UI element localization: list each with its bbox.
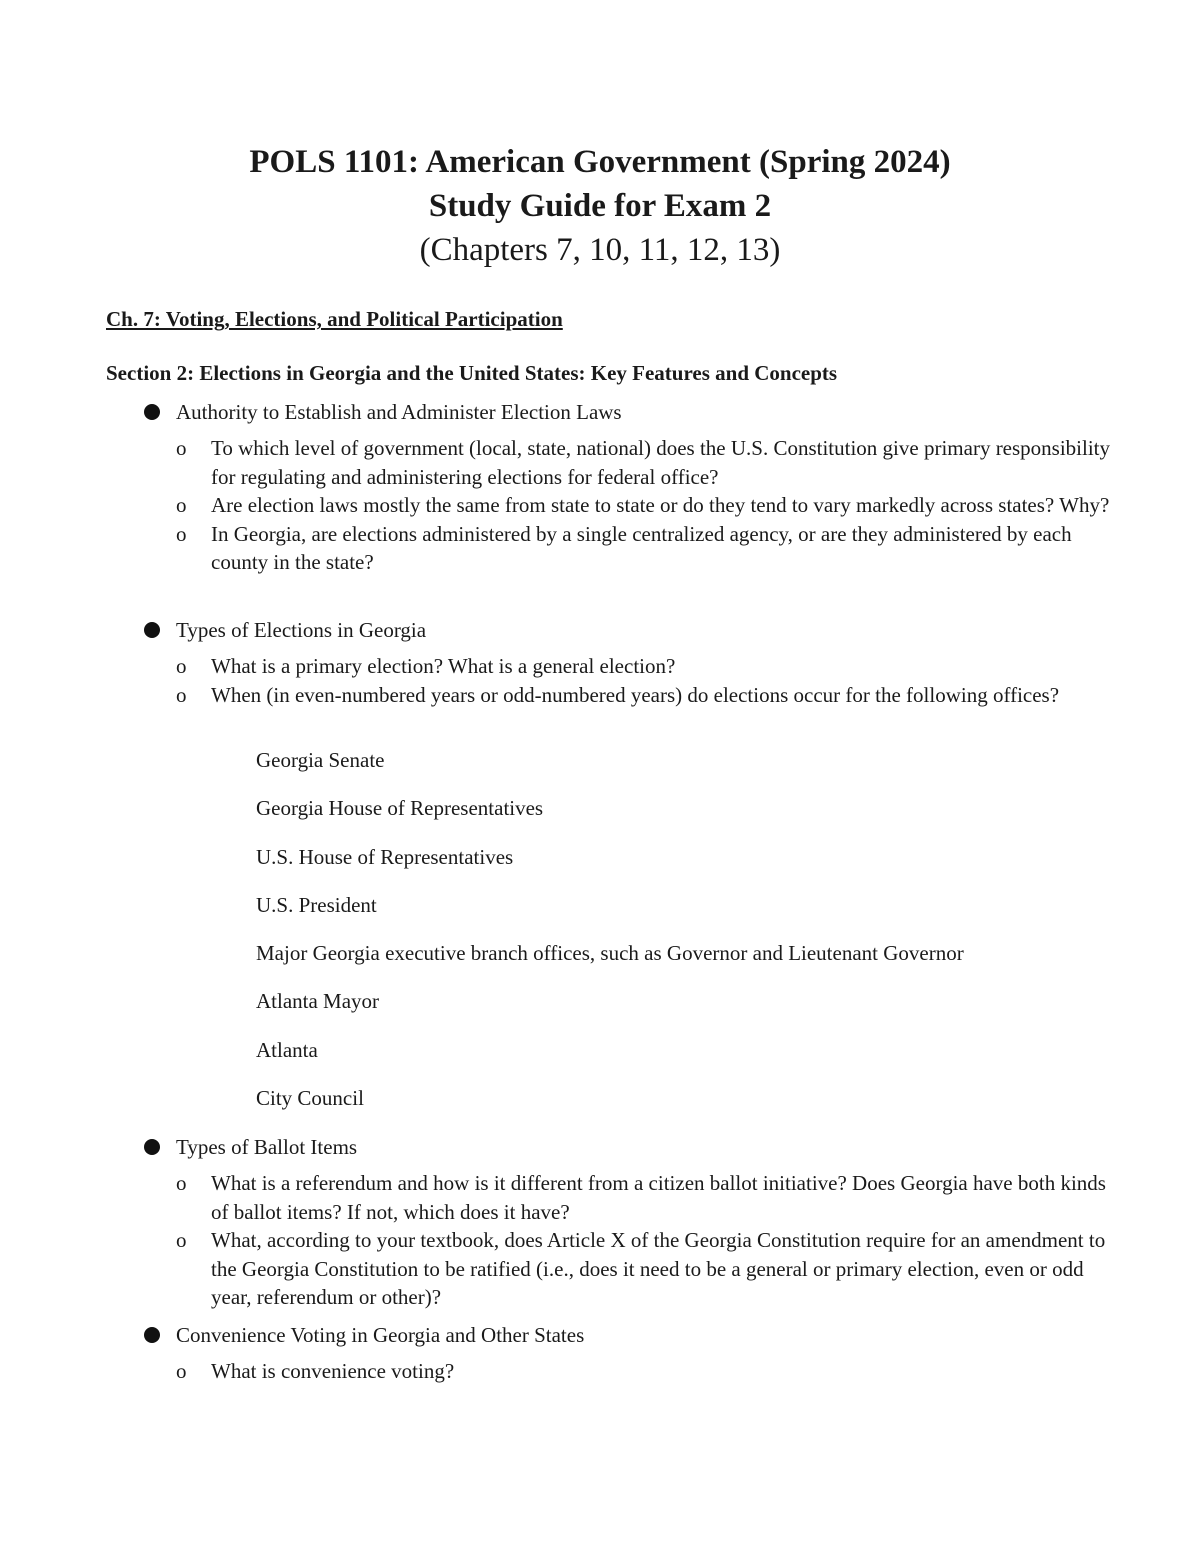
course-title: POLS 1101: American Government (Spring 2024) — [249, 144, 951, 180]
office-item: City Council — [256, 1086, 364, 1111]
circle-marker-icon: o — [176, 1228, 187, 1252]
topic-convenience-voting — [0, 1321, 1200, 1386]
document-title-block — [0, 140, 1200, 272]
office-item: U.S. President — [256, 892, 377, 917]
sub-question — [0, 520, 1200, 577]
topic-authority — [0, 398, 1200, 577]
question-text: When (in even-numbered years or odd-numbered years) do elections occur for the following offices? — [211, 682, 1060, 707]
bullet-label: Types of Elections in Georgia — [176, 618, 427, 642]
sub-question — [0, 1169, 1200, 1226]
chapters-subtitle: (Chapters 7, 10, 11, 12, 13) — [419, 232, 781, 268]
bullet-item — [0, 398, 1200, 426]
bullet-item — [0, 1321, 1200, 1349]
question-text: What is a referendum and how is it different from a citizen ballot initiative? Does Georgia have both kinds of ballot items? If not, which does it have? — [211, 1171, 1106, 1224]
topic-ballot-items — [0, 1133, 1200, 1312]
sub-question — [0, 681, 1200, 710]
office-item: U.S. House of Representatives — [256, 844, 514, 869]
bullet-icon — [144, 622, 160, 638]
chapter-heading: Ch. 7: Voting, Elections, and Political Participation — [106, 307, 563, 331]
bullet-icon — [144, 1327, 160, 1343]
question-text: To which level of government (local, state, national) does the U.S. Constitution give primary responsibility for regulating and administering elections for federal office? — [211, 436, 1111, 489]
circle-marker-icon: o — [176, 654, 187, 678]
sub-question — [0, 1357, 1200, 1386]
circle-marker-icon: o — [176, 436, 187, 460]
bullet-icon — [144, 404, 160, 420]
bullet-item — [0, 616, 1200, 644]
office-item: Georgia House of Representatives — [256, 796, 544, 821]
question-text: What is convenience voting? — [211, 1359, 455, 1383]
study-guide-title: Study Guide for Exam 2 — [428, 188, 772, 224]
sub-question — [0, 491, 1200, 520]
circle-marker-icon: o — [176, 493, 187, 517]
question-text: Are election laws mostly the same from state to state or do they tend to vary markedly across states? Why? — [211, 493, 1110, 517]
question-text: What, according to your textbook, does Article X of the Georgia Constitution require for an amendment to the Georgia Constitution to be ratified (i.e., does it need to be a general or primary election, even or odd year, referendum or other)? — [211, 1228, 1106, 1309]
bullet-label: Convenience Voting in Georgia and Other States — [176, 1323, 585, 1347]
office-item: Georgia Senate — [256, 748, 385, 772]
circle-marker-icon: o — [176, 521, 187, 546]
office-item: Atlanta — [256, 1037, 318, 1062]
sub-question — [0, 434, 1200, 491]
sub-question — [0, 1226, 1200, 1312]
sub-question — [0, 652, 1200, 681]
circle-marker-icon: o — [176, 682, 187, 707]
circle-marker-icon: o — [176, 1359, 187, 1383]
topic-election-types — [0, 616, 1200, 709]
bullet-label: Authority to Establish and Administer Election Laws — [176, 400, 622, 424]
office-item: Major Georgia executive branch offices, such as Governor and Lieutenant Governor — [256, 941, 964, 966]
office-item: Atlanta Mayor — [256, 989, 380, 1014]
question-text: In Georgia, are elections administered by a single centralized agency, or are they administered by each county in the state? — [211, 521, 1072, 574]
section-heading: Section 2: Elections in Georgia and the United States: Key Features and Concepts — [106, 361, 838, 385]
circle-marker-icon: o — [176, 1171, 187, 1195]
bullet-icon — [144, 1139, 160, 1155]
office-list — [256, 746, 964, 1132]
bullet-label: Types of Ballot Items — [176, 1135, 358, 1159]
bullet-item — [0, 1133, 1200, 1161]
question-text: What is a primary election? What is a general election? — [211, 654, 676, 678]
